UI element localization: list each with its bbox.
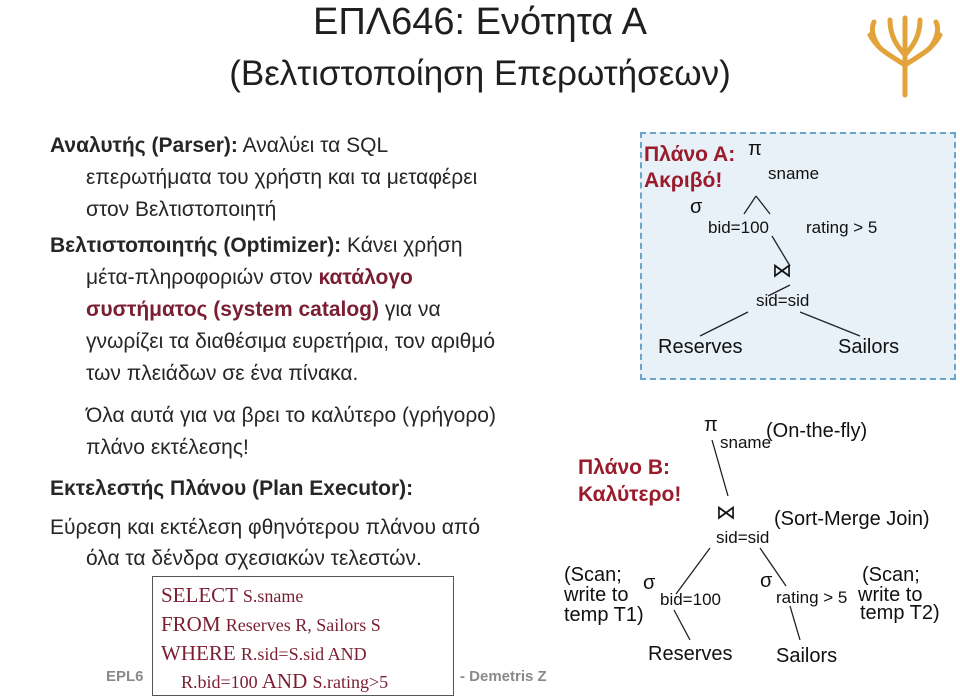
parser-line-3: στον Βελτιστοποιητή (86, 198, 277, 221)
plan-b-proj-attr: sname (720, 433, 772, 452)
sql-line-3 (161, 639, 367, 669)
plan-a-sigma-icon: σ (690, 196, 703, 218)
sql-where: WHERE (161, 641, 236, 665)
plan-b-join-cond: sid=sid (716, 528, 770, 547)
plan-b-right-note-1: (Scan; (862, 564, 920, 586)
optimizer-text: Κάνει χρήση (341, 234, 463, 257)
parser-line-1 (50, 130, 388, 162)
plan-b-verdict: Καλύτερο! (578, 483, 682, 506)
executor-line-2: Εύρεση και εκτέλεση φθηνότερου πλάνου από (50, 516, 481, 539)
sql-from-tables: Reserves R, Sailors S (225, 615, 381, 635)
plan-a-proj-attr: sname (768, 164, 820, 183)
plan-b-label: Πλάνο Β: (578, 456, 670, 479)
plan-b-left-note-3: temp T1) (564, 604, 644, 626)
plan-b-right-note-3: temp T2) (860, 602, 940, 624)
executor-bold: Εκτελεστής Πλάνου (Plan Executor): (50, 477, 414, 500)
plan-a-sel-bid: bid=100 (708, 218, 769, 237)
footer-right: - Demetris Z (460, 668, 547, 685)
sql-line-1 (161, 581, 303, 611)
plan-b-right-note-2: write to (858, 584, 923, 606)
plan-b-left-note-1: (Scan; (564, 564, 622, 586)
parser-line-2: επερωτήματα του χρήστη και τα μεταφέρει (86, 166, 478, 189)
optimizer-line-1 (50, 230, 463, 262)
optimizer-line-3 (86, 294, 441, 326)
sql-where-cond: R.sid=S.sid AND (240, 644, 367, 664)
slide-title: ΕΠΛ646: Ενότητα Α (312, 1, 648, 43)
plan-b-proj-note: (On-the-fly) (766, 420, 868, 442)
plan-a-verdict: Ακριβό! (644, 169, 723, 192)
plan-b-sel-bid: bid=100 (660, 590, 721, 609)
plan-a-pi-icon: π (748, 138, 762, 160)
optimizer-line-5: των πλειάδων σε ένα πίνακα. (86, 362, 359, 385)
plan-b-reserves: Reserves (648, 643, 733, 665)
plan-b-left-note-2: write to (564, 584, 629, 606)
sql-line-2 (161, 610, 381, 640)
optimizer-line-6: Όλα αυτά για να βρει το καλύτερο (γρήγορο) (86, 404, 496, 427)
parser-bold: Αναλυτής (Parser): (50, 134, 238, 157)
optimizer-bold: Βελτιστοποιητής (Optimizer): (50, 234, 342, 257)
parser-text: Αναλύει τα SQL (237, 134, 389, 157)
university-tree-logo-icon (860, 10, 950, 100)
catalog-term: κατάλογο (318, 266, 413, 289)
plan-a-join-cond: sid=sid (756, 291, 810, 310)
plan-b-pi-icon: π (704, 414, 718, 436)
plan-b-sigma-left-icon: σ (643, 572, 656, 594)
plan-a-sel-rating: rating > 5 (806, 218, 878, 237)
footer-left: EPL6 (106, 668, 144, 685)
slide-subtitle: (Βελτιστοποίηση Επερωτήσεων) (229, 54, 731, 93)
sql-line-4 (181, 667, 388, 697)
plan-b-sigma-right-icon: σ (760, 570, 773, 592)
plan-a-sailors: Sailors (838, 336, 900, 358)
optimizer-line-4: γνωρίζει τα διαθέσιμα ευρετήρια, τον αριθμό (86, 330, 496, 353)
plan-b-join-note: (Sort-Merge Join) (774, 508, 930, 530)
sql-from: FROM (161, 612, 221, 636)
plan-a-reserves: Reserves (658, 336, 743, 358)
optimizer-line-3b: για να (379, 298, 441, 321)
optimizer-line-2a: μέτα-πληροφοριών στον (86, 266, 319, 289)
sql-cond-bid: R.bid=100 (181, 672, 258, 692)
plan-a-label: Πλάνο Α: (644, 143, 736, 166)
sql-cond-rating: S.rating>5 (312, 672, 389, 692)
system-catalog-term: συστήματος (system catalog) (86, 298, 380, 321)
sql-select: SELECT (161, 583, 238, 607)
plan-b-join-icon: ⋈ (716, 502, 736, 524)
sql-query-box (152, 576, 454, 696)
sql-select-cols: S.sname (242, 586, 304, 606)
executor-line-3: όλα τα δένδρα σχεσιακών τελεστών. (86, 547, 422, 570)
plan-b-sel-rating: rating > 5 (776, 588, 848, 607)
optimizer-line-7: πλάνο εκτέλεσης! (86, 436, 249, 459)
optimizer-line-2 (86, 262, 413, 294)
plan-b-sailors: Sailors (776, 645, 838, 667)
sql-and: AND (261, 669, 308, 693)
plan-a-join-icon: ⋈ (772, 260, 792, 282)
